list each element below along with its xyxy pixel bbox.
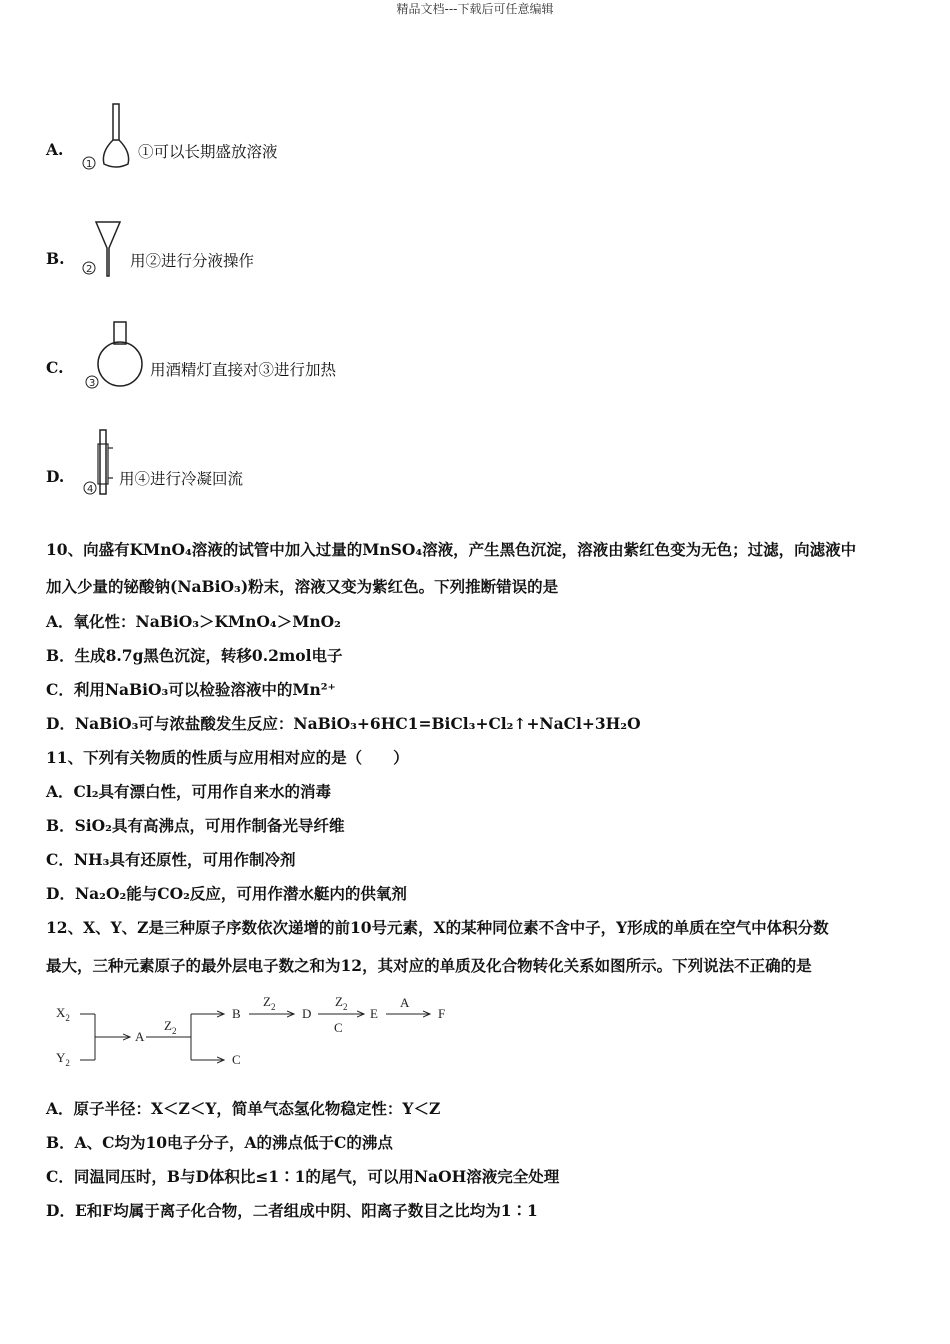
q10-option-b: B．生成8.7g黑色沉淀，转移0.2mol电子 xyxy=(46,646,343,665)
q11-option-c: C．NH₃具有还原性，可用作制冷剂 xyxy=(46,850,296,869)
round-bottom-flask-icon xyxy=(76,318,148,394)
page-header: 精品文档---下载后可任意编辑 xyxy=(396,2,554,16)
q9-option-d-text: 用④进行冷凝回流 xyxy=(119,470,244,488)
q10-option-c: C．利用NaBiO₃可以检验溶液中的Mn²⁺ xyxy=(46,680,336,699)
svg-text:2: 2 xyxy=(86,264,93,275)
q12-option-c: C．同温同压时，B与D体积比≤1∶1的尾气，可以用NaOH溶液完全处理 xyxy=(46,1167,560,1186)
diagram-c: C xyxy=(232,1052,241,1067)
diagram-z2-label-1: $Z_2$ xyxy=(164,1018,177,1036)
svg-text:3: 3 xyxy=(89,378,96,389)
diagram-x2: $X_2$ xyxy=(56,1005,70,1023)
funnel-icon xyxy=(76,218,131,280)
diagram-d: D xyxy=(302,1006,312,1021)
diagram-e: E xyxy=(370,1006,378,1021)
diagram-c-reagent: C xyxy=(334,1020,343,1035)
volumetric-flask-icon xyxy=(76,100,136,176)
q10-stem-line2: 加入少量的铋酸钠(NaBiO₃)粉末，溶液又变为紫红色。下列推断错误的是 xyxy=(46,577,559,596)
q9-option-c-text: 用酒精灯直接对③进行加热 xyxy=(150,361,337,379)
q9-option-c-label: C. xyxy=(46,358,64,377)
q11-option-a: A．Cl₂具有漂白性，可用作自来水的消毒 xyxy=(46,782,332,801)
q10-option-d: D．NaBiO₃可与浓盐酸发生反应：NaBiO₃+6HC1=BiCl₃+Cl₂↑+NaCl+3H₂O xyxy=(46,714,641,733)
q10-option-a: A．氧化性：NaBiO₃＞KMnO₄＞MnO₂ xyxy=(46,612,341,631)
q11-option-d: D．Na₂O₂能与CO₂反应，可用作潜水艇内的供氧剂 xyxy=(46,884,407,903)
diagram-a: A xyxy=(135,1029,145,1044)
diagram-a-reagent: A xyxy=(400,995,410,1010)
condenser-icon xyxy=(76,426,118,498)
q9-option-d-label: D. xyxy=(46,467,65,486)
q9-option-a-label: A. xyxy=(46,140,64,159)
diagram-z2-label-3: $Z_2$ xyxy=(335,994,348,1012)
q12-option-b: B．A、C均为10电子分子，A的沸点低于C的沸点 xyxy=(46,1133,393,1152)
q12-stem-line2: 最大，三种元素原子的最外层电子数之和为12，其对应的单质及化合物转化关系如图所示。下列说法不正确的是 xyxy=(46,956,812,975)
diagram-y2: $Y_2$ xyxy=(56,1050,70,1068)
q12-option-d: D．E和F均属于离子化合物，二者组成中阴、阳离子数目之比均为1∶1 xyxy=(46,1201,538,1220)
q11-option-b: B．SiO₂具有高沸点，可用作制备光导纤维 xyxy=(46,816,345,835)
diagram-z2-label-2: $Z_2$ xyxy=(263,994,276,1012)
q12-stem-line1: 12、X、Y、Z是三种原子序数依次递增的前10号元素，X的某种同位素不含中子，Y形成的单质在空气中体积分数 xyxy=(46,918,829,937)
q12-option-a: A．原子半径：X＜Z＜Y，简单气态氢化物稳定性：Y＜Z xyxy=(46,1099,441,1118)
q9-option-b-text: 用②进行分液操作 xyxy=(130,252,255,270)
diagram-f: F xyxy=(438,1006,446,1021)
conversion-diagram xyxy=(46,990,466,1075)
svg-text:4: 4 xyxy=(87,484,94,495)
q9-option-b-label: B. xyxy=(46,249,65,268)
svg-text:1: 1 xyxy=(86,159,93,170)
q11-stem: 11、下列有关物质的性质与应用相对应的是（ ） xyxy=(46,748,409,767)
q9-option-a-text: ①可以长期盛放溶液 xyxy=(138,143,278,161)
q10-stem-line1: 10、向盛有KMnO₄溶液的试管中加入过量的MnSO₄溶液，产生黑色沉淀，溶液由紫红色变为无色；过滤，向滤液中 xyxy=(46,540,857,559)
diagram-b: B xyxy=(232,1006,241,1021)
